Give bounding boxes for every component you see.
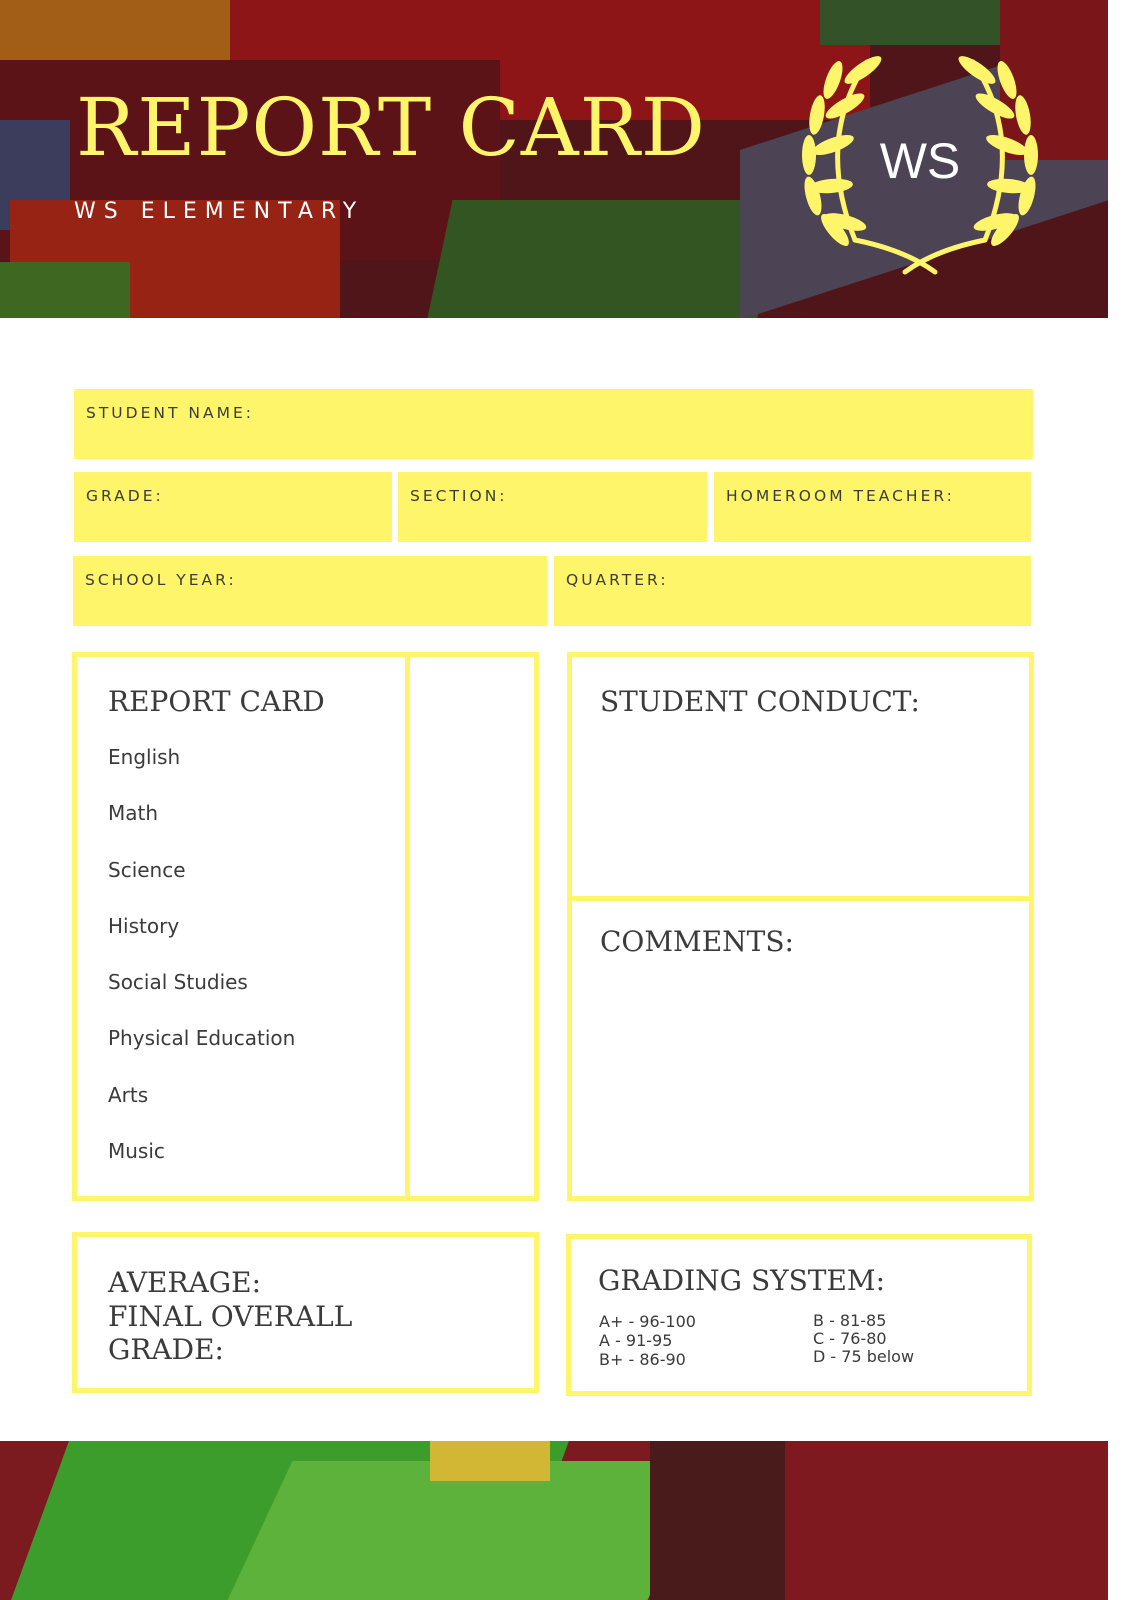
subject-social-studies: Social Studies — [108, 970, 248, 994]
quarter-label: QUARTER: — [566, 571, 669, 589]
emblem-initials: WS — [879, 133, 961, 189]
homeroom-teacher-field[interactable] — [714, 472, 1031, 542]
average-heading: AVERAGE: FINAL OVERALL GRADE: — [108, 1266, 353, 1367]
grade-label: GRADE: — [86, 487, 164, 505]
grade-scale-b-plus: B+ - 86-90 — [599, 1350, 686, 1369]
quarter-field[interactable] — [554, 556, 1031, 626]
bg-brick-lightgreen-footer — [228, 1461, 713, 1600]
grade-scale-a: A - 91-95 — [599, 1331, 673, 1350]
grade-scale-d: D - 75 below — [813, 1347, 915, 1366]
bg-brick-red-footer — [785, 1441, 1108, 1600]
subject-english: English — [108, 745, 181, 769]
homeroom-teacher-label: HOMEROOM TEACHER: — [726, 487, 955, 505]
section-field[interactable] — [398, 472, 707, 542]
bg-brick-dark-footer — [650, 1441, 790, 1600]
grade-scale-b: B - 81-85 — [813, 1311, 887, 1330]
subject-physical-education: Physical Education — [108, 1026, 296, 1050]
student-conduct-heading: STUDENT CONDUCT: — [600, 685, 920, 718]
grade-column-divider — [405, 652, 410, 1201]
school-year-field[interactable] — [73, 556, 547, 626]
grade-scale-c: C - 76-80 — [813, 1329, 887, 1348]
grading-system-heading: GRADING SYSTEM: — [598, 1264, 886, 1297]
conduct-comments-divider — [567, 896, 1034, 901]
grade-scale-a-plus: A+ - 96-100 — [599, 1312, 696, 1331]
subject-arts: Arts — [108, 1083, 149, 1107]
report-card-heading: REPORT CARD — [108, 685, 325, 718]
header-banner — [0, 0, 1108, 318]
bg-brick-yellow-footer — [430, 1441, 550, 1481]
subject-music: Music — [108, 1139, 165, 1163]
section-label: SECTION: — [410, 487, 508, 505]
grade-field[interactable] — [74, 472, 392, 542]
student-name-field[interactable] — [74, 389, 1033, 459]
page-title: REPORT CARD — [76, 81, 707, 174]
student-name-label: STUDENT NAME: — [86, 404, 254, 422]
laurel-wreath-icon — [795, 50, 1045, 280]
subject-science: Science — [108, 858, 186, 882]
subject-math: Math — [108, 801, 159, 825]
comments-heading: COMMENTS: — [600, 925, 794, 958]
footer-banner — [0, 1441, 1108, 1600]
school-year-label: SCHOOL YEAR: — [85, 571, 237, 589]
school-name: WS ELEMENTARY — [74, 199, 365, 224]
subject-history: History — [108, 914, 180, 938]
